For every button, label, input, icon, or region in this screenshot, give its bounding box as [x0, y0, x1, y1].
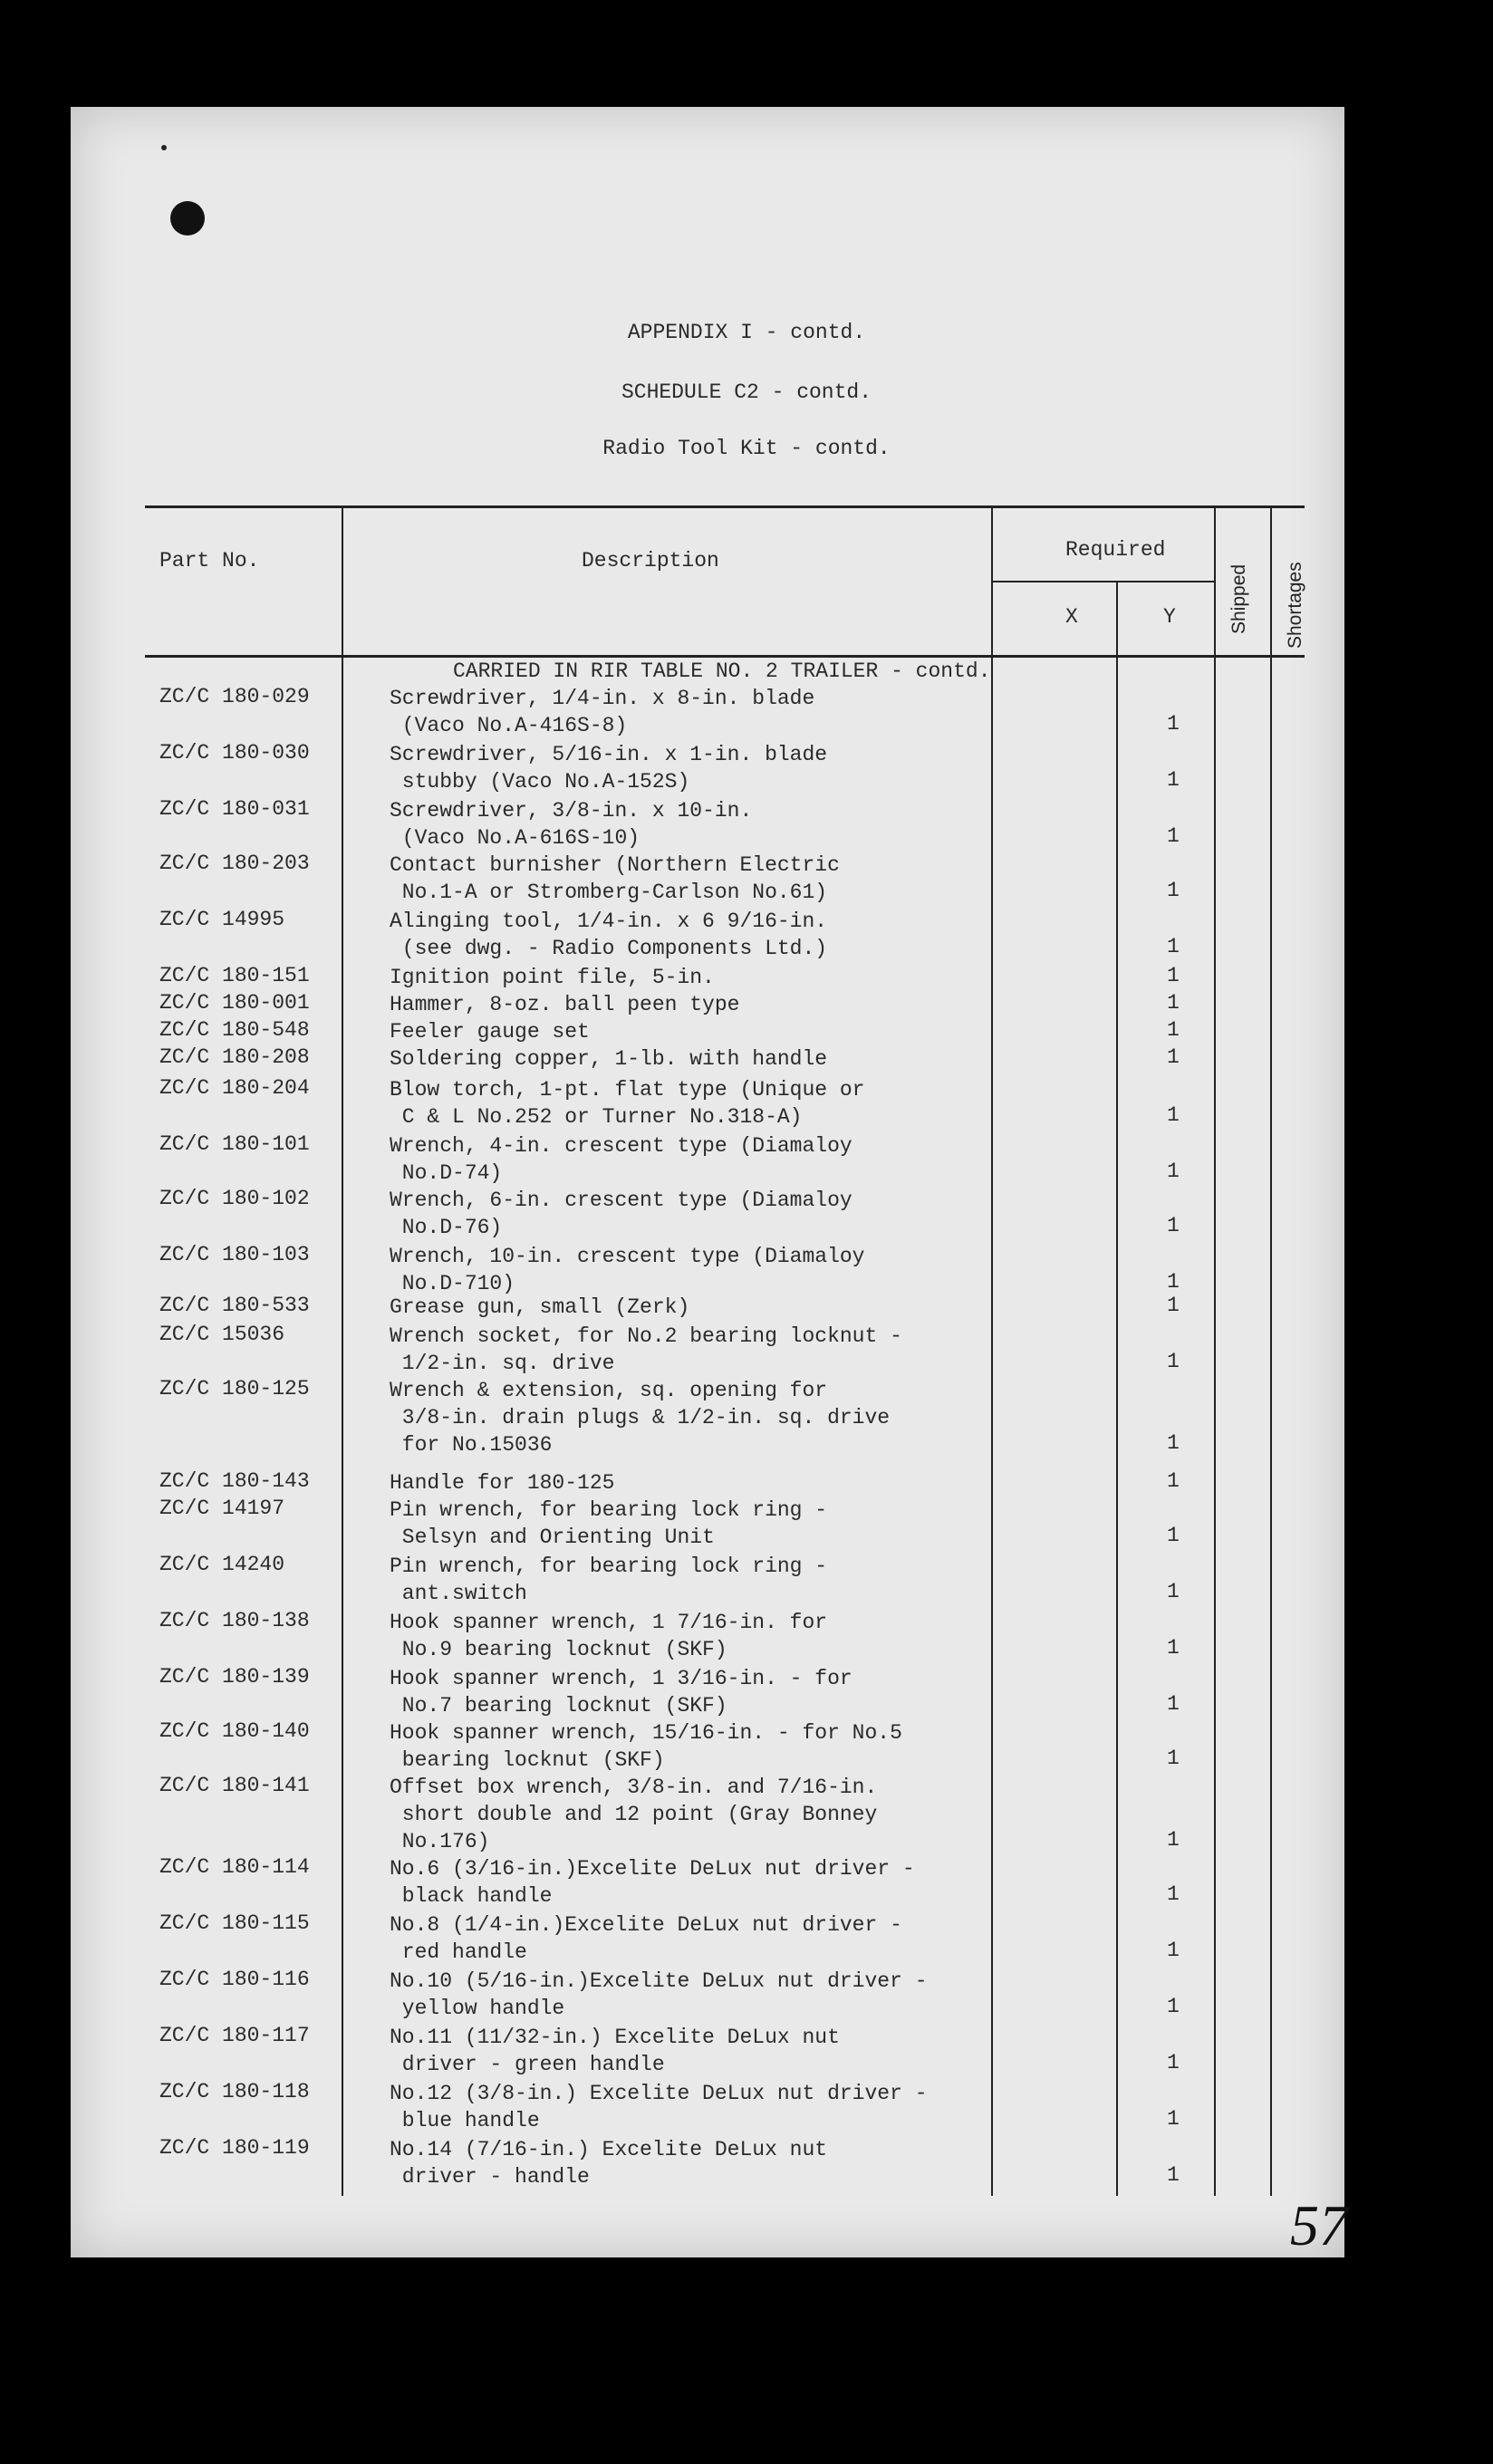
item-description: [390, 741, 827, 795]
description-line: Hook spanner wrench, 15/16-in. - for No.5: [390, 1721, 902, 1745]
description-line: for No.15036: [390, 1433, 553, 1457]
required-y-qty: 1: [1167, 1431, 1180, 1455]
required-y-qty: 1: [1167, 1294, 1180, 1317]
col-divider-x: [1116, 581, 1118, 2196]
item-description: [390, 991, 739, 1018]
item-description: [390, 1018, 590, 1045]
required-y-qty: 1: [1167, 2107, 1180, 2131]
description-line: driver - green handle: [390, 2053, 665, 2076]
part-number: ZC/C 180-119: [159, 2136, 310, 2160]
part-number: ZC/C 180-141: [159, 1774, 310, 1797]
description-line: No.D-710): [390, 1272, 515, 1295]
required-y-qty: 1: [1167, 1636, 1180, 1660]
required-y-qty: 1: [1167, 1747, 1180, 1770]
description-line: Screwdriver, 1/4-in. x 8-in. blade: [390, 687, 815, 710]
header-part-no: Part No.: [159, 549, 260, 573]
required-subrule: [991, 581, 1214, 582]
required-y-qty: 1: [1167, 824, 1180, 848]
description-line: No.176): [390, 1830, 490, 1853]
header-y: Y: [1163, 605, 1176, 629]
description-line: 3/8-in. drain plugs & 1/2-in. sq. drive: [390, 1406, 891, 1429]
description-line: Wrench, 10-in. crescent type (Diamaloy: [390, 1245, 865, 1268]
description-line: driver - handle: [390, 2165, 590, 2189]
schedule-heading: SCHEDULE C2 - contd.: [621, 380, 872, 404]
description-line: Soldering copper, 1-lb. with handle: [390, 1047, 828, 1071]
description-line: (Vaco No.A-616S-10): [390, 826, 641, 850]
item-description: [390, 1187, 852, 1241]
required-y-qty: 1: [1167, 2163, 1180, 2187]
part-number: ZC/C 180-030: [159, 741, 310, 765]
item-description: [390, 2080, 928, 2134]
description-line: No.12 (3/8-in.) Excelite DeLux nut driver -: [390, 2082, 928, 2105]
col-divider-part: [342, 505, 343, 658]
section-title: CARRIED IN RIR TABLE NO. 2 TRAILER - contd.: [453, 659, 991, 683]
description-line: Pin wrench, for bearing lock ring -: [390, 1554, 828, 1578]
description-line: Hook spanner wrench, 1 7/16-in. for: [390, 1611, 828, 1634]
description-line: Selsyn and Orienting Unit: [390, 1526, 715, 1549]
part-number: ZC/C 180-029: [159, 685, 310, 708]
part-number: ZC/C 180-548: [159, 1018, 310, 1042]
part-number: ZC/C 180-203: [159, 852, 310, 875]
table-top-rule: [145, 505, 1305, 508]
description-line: Wrench, 4-in. crescent type (Diamaloy: [390, 1134, 852, 1158]
required-y-qty: 1: [1167, 1103, 1180, 1127]
required-y-qty: 1: [1167, 1524, 1180, 1547]
description-line: Contact burnisher (Northern Electric: [390, 853, 840, 877]
item-description: [390, 1076, 865, 1131]
item-description: [390, 1855, 915, 1910]
item-description: [390, 1665, 852, 1719]
description-line: ant.switch: [390, 1582, 527, 1605]
required-y-qty: 1: [1167, 1270, 1180, 1294]
punch-hole: [170, 201, 205, 236]
item-description: [390, 1132, 852, 1187]
part-number: ZC/C 180-533: [159, 1294, 310, 1317]
part-number: ZC/C 180-140: [159, 1719, 310, 1743]
description-line: red handle: [390, 1940, 527, 1964]
description-line: short double and 12 point (Gray Bonney: [390, 1803, 878, 1826]
item-description: [390, 1497, 827, 1551]
required-y-qty: 1: [1167, 768, 1180, 792]
required-y-qty: 1: [1167, 1995, 1180, 2018]
description-line: stubby (Vaco No.A-152S): [390, 770, 690, 794]
description-line: 1/2-in. sq. drive: [390, 1352, 615, 1375]
item-description: [390, 685, 814, 739]
description-line: (Vaco No.A-416S-8): [390, 714, 628, 737]
item-description: [390, 1609, 827, 1663]
part-number: ZC/C 180-143: [159, 1469, 310, 1493]
table-header-rule: [145, 655, 1305, 658]
description-line: Screwdriver, 5/16-in. x 1-in. blade: [390, 743, 828, 766]
required-y-qty: 1: [1167, 2051, 1180, 2074]
part-number: ZC/C 180-138: [159, 1609, 310, 1632]
part-number: ZC/C 180-117: [159, 2024, 310, 2047]
part-number: ZC/C 180-001: [159, 991, 310, 1015]
required-y-qty: 1: [1167, 1350, 1180, 1373]
header-required: Required: [1065, 538, 1166, 562]
item-description: [390, 1377, 890, 1458]
header-shipped: Shipped: [1228, 563, 1249, 634]
description-line: Hammer, 8-oz. ball peen type: [390, 993, 740, 1016]
description-line: Ignition point file, 5-in.: [390, 966, 715, 989]
description-line: black handle: [390, 1884, 553, 1908]
description-line: No.6 (3/16-in.)Excelite DeLux nut driver -: [390, 1857, 915, 1881]
description-line: Pin wrench, for bearing lock ring -: [390, 1498, 828, 1522]
required-y-qty: 1: [1167, 1018, 1180, 1042]
part-number: ZC/C 180-101: [159, 1132, 310, 1156]
description-line: No.8 (1/4-in.)Excelite DeLux nut driver -: [390, 1913, 902, 1937]
part-number: ZC/C 180-115: [159, 1911, 310, 1935]
description-line: No.9 bearing locknut (SKF): [390, 1638, 727, 1661]
header-description: Description: [582, 549, 719, 573]
required-y-qty: 1: [1167, 712, 1180, 736]
part-number: ZC/C 15036: [159, 1323, 285, 1346]
description-line: No.11 (11/32-in.) Excelite DeLux nut: [390, 2026, 840, 2049]
item-description: [390, 1553, 827, 1607]
description-line: Offset box wrench, 3/8-in. and 7/16-in.: [390, 1776, 878, 1799]
required-y-qty: 1: [1167, 991, 1180, 1015]
item-description: [390, 1469, 614, 1497]
description-line: Handle for 180-125: [390, 1471, 615, 1495]
item-description: [390, 797, 752, 852]
col-divider-desc: [991, 505, 993, 2196]
appendix-heading: APPENDIX I - contd.: [627, 321, 866, 344]
description-line: No.1-A or Stromberg-Carlson No.61): [390, 881, 828, 904]
item-description: [390, 2136, 827, 2190]
item-description: [390, 908, 827, 962]
description-line: No.D-76): [390, 1216, 503, 1239]
description-line: (see dwg. - Radio Components Ltd.): [390, 937, 828, 960]
item-description: [390, 2024, 840, 2078]
part-number: ZC/C 180-208: [159, 1045, 310, 1069]
part-number: ZC/C 180-204: [159, 1076, 310, 1100]
description-line: Wrench socket, for No.2 bearing locknut -: [390, 1324, 902, 1348]
item-description: [390, 964, 715, 991]
part-number: ZC/C 14995: [159, 908, 285, 931]
description-line: Wrench & extension, sq. opening for: [390, 1379, 828, 1402]
description-line: Alinging tool, 1/4-in. x 6 9/16-in.: [390, 910, 828, 933]
header-shortages: Shortages: [1285, 562, 1305, 649]
required-y-qty: 1: [1167, 964, 1180, 987]
item-description: [390, 852, 840, 906]
description-line: bearing locknut (SKF): [390, 1748, 665, 1772]
part-number: ZC/C 180-102: [159, 1187, 310, 1210]
description-line: No.10 (5/16-in.)Excelite DeLux nut driver -: [390, 1969, 928, 1993]
description-line: Blow torch, 1-pt. flat type (Unique or: [390, 1078, 865, 1102]
col-divider-shipped: [1270, 505, 1272, 2196]
description-line: No.7 bearing locknut (SKF): [390, 1694, 727, 1718]
item-description: [390, 1243, 865, 1297]
item-description: [390, 1323, 902, 1377]
header-x: X: [1065, 605, 1078, 629]
required-y-qty: 1: [1167, 879, 1180, 902]
part-number: ZC/C 180-151: [159, 964, 310, 987]
description-line: blue handle: [390, 2109, 540, 2132]
description-line: Wrench, 6-in. crescent type (Diamaloy: [390, 1189, 852, 1212]
part-number: ZC/C 180-103: [159, 1243, 310, 1266]
required-y-qty: 1: [1167, 1214, 1180, 1237]
part-number: ZC/C 180-139: [159, 1665, 310, 1689]
required-y-qty: 1: [1167, 1692, 1180, 1716]
description-line: C & L No.252 or Turner No.318-A): [390, 1105, 803, 1129]
required-y-qty: 1: [1167, 1469, 1180, 1493]
required-y-qty: 1: [1167, 1160, 1180, 1183]
part-number: ZC/C 180-125: [159, 1377, 310, 1400]
description-line: Hook spanner wrench, 1 3/16-in. - for: [390, 1667, 852, 1690]
required-y-qty: 1: [1167, 1580, 1180, 1603]
required-y-qty: 1: [1167, 935, 1180, 958]
description-line: Feeler gauge set: [390, 1020, 590, 1044]
part-number: ZC/C 180-031: [159, 797, 310, 821]
required-y-qty: 1: [1167, 1882, 1180, 1906]
col-divider-part-body: [342, 658, 343, 2196]
page-number: 57: [1290, 2193, 1348, 2257]
description-line: yellow handle: [390, 1997, 565, 2020]
item-description: [390, 1294, 689, 1321]
stray-mark: [161, 145, 167, 150]
item-description: [390, 1719, 902, 1774]
kit-heading: Radio Tool Kit - contd.: [602, 437, 891, 460]
required-y-qty: 1: [1167, 1045, 1180, 1069]
part-number: ZC/C 180-118: [159, 2080, 310, 2103]
part-number: ZC/C 180-114: [159, 1855, 310, 1879]
required-y-qty: 1: [1167, 1939, 1180, 1962]
item-description: [390, 1045, 827, 1073]
description-line: No.D-74): [390, 1161, 503, 1185]
part-number: ZC/C 14197: [159, 1497, 285, 1520]
item-description: [390, 1968, 928, 2022]
col-divider-y: [1214, 505, 1216, 2196]
description-line: Screwdriver, 3/8-in. x 10-in.: [390, 799, 753, 823]
part-number: ZC/C 180-116: [159, 1968, 310, 1991]
item-description: [390, 1911, 902, 1966]
part-number: ZC/C 14240: [159, 1553, 285, 1576]
description-line: No.14 (7/16-in.) Excelite DeLux nut: [390, 2138, 828, 2161]
required-y-qty: 1: [1167, 1828, 1180, 1852]
item-description: [390, 1774, 877, 1855]
description-line: Grease gun, small (Zerk): [390, 1295, 690, 1319]
